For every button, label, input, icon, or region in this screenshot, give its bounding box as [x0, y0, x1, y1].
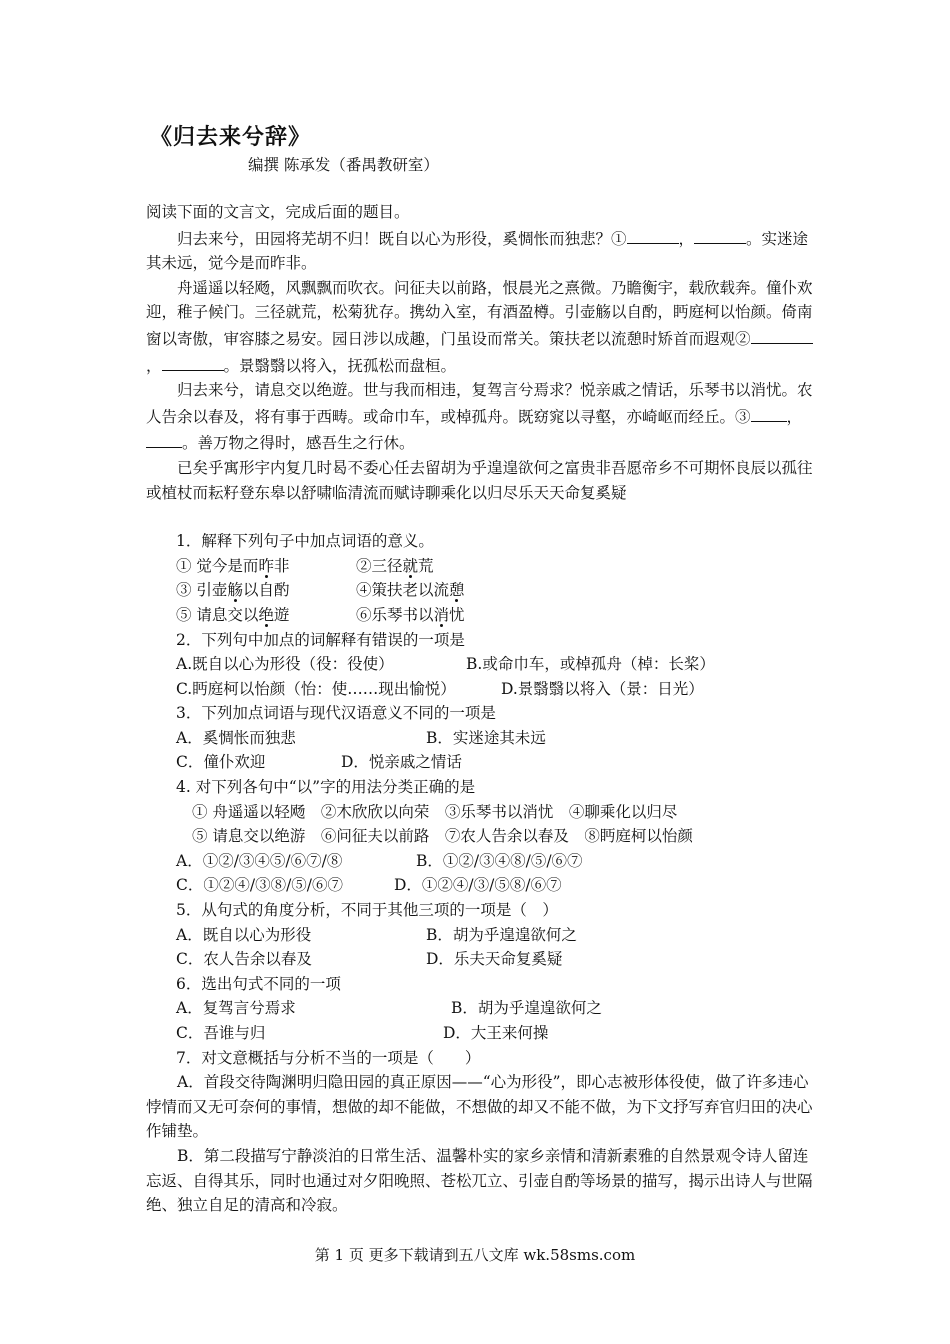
question-1-item: [356, 554, 434, 579]
question-2-options: [176, 677, 816, 702]
question-list: [176, 529, 816, 1070]
blank-separator: ，: [146, 356, 162, 375]
question-5-stem: 5．从句式的角度分析，不同于其他三项的一项是（ ）: [176, 901, 558, 920]
option-b[interactable]: B．胡为乎遑遑欲何之: [451, 999, 602, 1018]
option-a[interactable]: A．奚惆怅而独悲: [176, 728, 296, 747]
question-1-row: [176, 554, 816, 579]
question-5-options: [176, 923, 816, 948]
question-3-options: [176, 750, 816, 775]
passage-text: 舟遥遥以轻飏，风飘飘而吹衣。问征夫以前路，恨晨光之熹微。乃瞻衡宇，载欣载奔。僮仆欢迎，稚子候门。三径就荒，松菊犹存。携幼入室，有酒盈樽。引壶觞以自酌，眄庭柯以怡颜。倚南窗以寄傲，审容膝之易安。园日涉以成趣，门虽设而常关。策扶老以流憩时矫首而遐观②: [146, 278, 813, 348]
question-7-stem: 7．对文意概括与分析不当的一项是（ ）: [176, 1048, 481, 1067]
option-b[interactable]: B．①②/③④⑧/⑤/⑥⑦: [416, 851, 583, 870]
dotted-word: 憩: [449, 581, 465, 600]
item-text: ① 觉今是而: [176, 556, 259, 575]
option-a[interactable]: A．既自以心为形役: [176, 925, 312, 944]
question-7-option-a[interactable]: A．首段交待陶渊明归隐田园的真正原因——“心为形役”，即心志被形体役使，做了许多违心悖情而又无可奈何的事情，想做的却不能做，不想做的却又不能不做，为下文抒写弃官归田的决心作铺垫。: [146, 1073, 813, 1141]
question-1-stem: 1．解释下列句子中加点词语的意义。: [176, 532, 434, 551]
option-c[interactable]: C．①②④/③⑧/⑤/⑥⑦: [176, 876, 344, 895]
passage-text: 归去来兮，请息交以绝遊。世与我而相违，复驾言兮焉求？悦亲戚之情话，乐琴书以消忧。农人告余以春及，将有事于西畴。或命巾车，或棹孤舟。既窈窕以寻壑，亦崎岖而经丘。③: [146, 381, 813, 426]
question-6-stem: 6．选出句式不同的一项: [176, 974, 341, 993]
question-6-options: [176, 996, 816, 1021]
option-a[interactable]: A．复驾言兮焉求: [176, 999, 296, 1018]
item-text: ⑤ 请息交以: [176, 605, 259, 624]
question-1-item: [356, 578, 465, 603]
document-title: 《归去来兮辞》: [150, 124, 312, 150]
item-text: 非: [273, 556, 290, 575]
fill-blank[interactable]: [627, 225, 679, 244]
spacer: [146, 505, 816, 529]
fill-blank[interactable]: [694, 225, 746, 244]
item-text: 遊: [273, 605, 290, 624]
dotted-word: 消: [433, 605, 450, 624]
option-d[interactable]: D.景翳翳以将入（景：日光）: [501, 679, 704, 698]
fill-blank[interactable]: [162, 352, 224, 371]
question-1-item: [176, 578, 356, 603]
question-1-row: [176, 578, 816, 603]
item-text: ②三径: [356, 556, 403, 575]
question-2-options: [176, 652, 816, 677]
question-7-option-b[interactable]: B．第二段描写宁静淡泊的日常生活、温馨朴实的家乡亲情和清新素雅的自然景观令诗人留连忘返、自得其乐，同时也通过对夕阳晚照、苍松兀立、引壶自酌等场景的描写，揭示出诗人与世隔绝、独立自足的清高和冷寂。: [146, 1146, 813, 1215]
option-d[interactable]: D．乐夫天命复奚疑: [426, 950, 563, 969]
blank-separator: ，: [678, 229, 695, 248]
passage-text: 。实迷途其未远，觉今是而昨非。: [146, 229, 809, 273]
question-4-sentences: ① 舟遥遥以轻飏 ②木欣欣以向荣 ③乐琴书以消忧 ④聊乘化以归尽: [192, 802, 678, 821]
passage-paragraph-4: 已矣乎寓形宇内复几时曷不委心任去留胡为乎遑遑欲何之富贵非吾愿帝乡不可期怀良辰以孤往或植杖而耘籽登东皋以舒啸临清流而赋诗聊乘化以归尽乐天天命复奚疑: [146, 458, 813, 502]
passage-paragraph-3: [146, 378, 816, 456]
dotted-word: 绝: [258, 605, 274, 624]
fill-blank[interactable]: [751, 325, 813, 344]
dotted-word: 昨: [258, 556, 274, 575]
option-b[interactable]: B．实迷途其未远: [426, 728, 546, 747]
option-c[interactable]: C．农人告余以春及: [176, 950, 312, 969]
option-d[interactable]: D．①②④/③/⑤⑧/⑥⑦: [394, 876, 562, 895]
question-6-options: [176, 1021, 816, 1046]
dotted-word: 就: [402, 556, 419, 575]
item-text: ⑥乐琴书以: [356, 605, 434, 624]
item-text: ④策扶老以流: [356, 581, 450, 600]
question-1-item: [176, 603, 356, 628]
passage-text: 归去来兮，田园将芜胡不归！既自以心为形役，奚惆怅而独悲？①: [177, 229, 627, 248]
option-c[interactable]: C．吾谁与归: [176, 1024, 266, 1042]
option-b[interactable]: B．胡为乎遑遑欲何之: [426, 925, 577, 944]
item-text: ③ 引壶: [176, 581, 228, 600]
dotted-word: 觞: [227, 581, 243, 600]
question-4-options: [176, 849, 816, 874]
question-1-row: [176, 603, 816, 628]
option-c[interactable]: C.眄庭柯以怡颜（怡：使……现出愉悦）: [176, 679, 456, 698]
option-c[interactable]: C．僮仆欢迎: [176, 753, 266, 772]
option-b[interactable]: B.或命巾车，或棹孤舟（棹：长桨）: [466, 655, 715, 674]
question-1-item: [356, 603, 465, 628]
passage-text: 。善万物之得时，感吾生之行休。: [182, 434, 415, 453]
item-text: 荒: [418, 556, 434, 575]
question-4-options: [176, 873, 816, 898]
document-author: 编撰 陈承发（番禺教研室）: [248, 156, 439, 174]
fill-blank[interactable]: [146, 429, 182, 448]
option-a[interactable]: A．①②/③④⑤/⑥⑦/⑧: [176, 851, 343, 870]
page-footer: 第 1 页 更多下载请到五八文库 wk.58sms.com: [314, 1246, 636, 1264]
fill-blank[interactable]: [751, 403, 787, 422]
question-3-stem: 3．下列加点词语与现代汉语意义不同的一项是: [176, 704, 496, 723]
question-2-stem: 2．下列句中加点的词解释有错误的一项是: [176, 630, 465, 649]
option-d[interactable]: D．悦亲戚之情话: [341, 753, 462, 772]
option-d[interactable]: D．大王来何操: [443, 1024, 549, 1042]
document-body: [146, 200, 816, 1218]
passage-instruction: 阅读下面的文言文，完成后面的题目。: [146, 203, 410, 221]
question-1-item: [176, 554, 356, 579]
passage-paragraph-2: [146, 276, 816, 378]
passage-text: 。景翳翳以将入，抚孤松而盘桓。: [223, 356, 457, 375]
option-a[interactable]: A.既自以心为形役（役：役使）: [176, 655, 394, 674]
question-5-options: [176, 947, 816, 972]
item-text: 忧: [449, 605, 465, 624]
question-3-options: [176, 726, 816, 751]
item-text: 以自酌: [242, 581, 290, 600]
question-4-sentences: ⑤ 请息交以绝游 ⑥问征夫以前路 ⑦农人告余以春及 ⑧眄庭柯以怡颜: [192, 827, 693, 846]
blank-separator: ，: [786, 407, 803, 426]
question-4-stem: 4. 对下列各句中“以”字的用法分类正确的是: [176, 778, 476, 797]
passage-paragraph-1: [146, 225, 816, 276]
